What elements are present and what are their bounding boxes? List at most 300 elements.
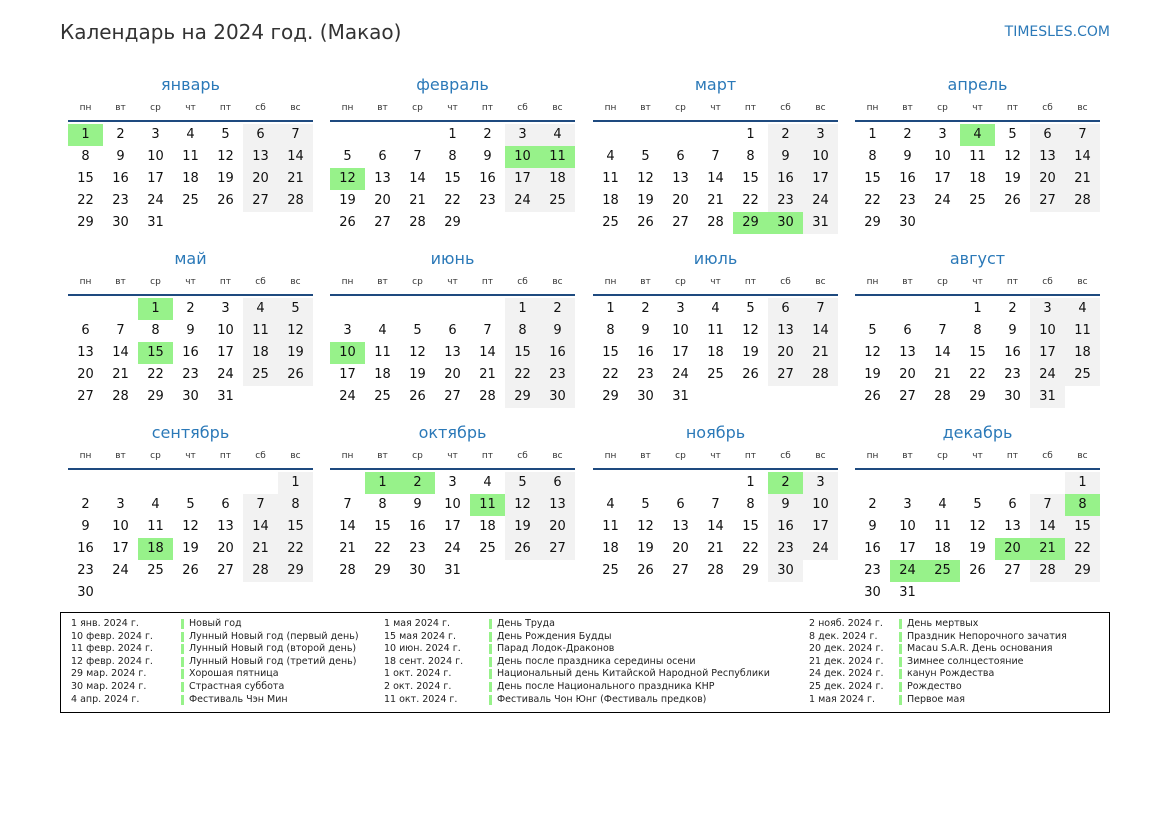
day-cell[interactable]: 28: [934, 389, 951, 404]
day-cell[interactable]: 25: [479, 541, 496, 556]
day-cell[interactable]: 3: [151, 127, 160, 142]
day-cell[interactable]: 15: [864, 171, 881, 186]
day-cell[interactable]: 29: [969, 389, 986, 404]
day-cell[interactable]: 28: [1065, 190, 1100, 212]
day-cell[interactable]: 25: [602, 563, 619, 578]
day-cell[interactable]: 22: [505, 364, 540, 386]
day-cell[interactable]: 19: [637, 193, 654, 208]
day-cell[interactable]: 26: [742, 367, 759, 382]
day-cell[interactable]: 14: [278, 146, 313, 168]
holiday-day-cell[interactable]: 12: [330, 168, 365, 190]
day-cell[interactable]: 15: [505, 342, 540, 364]
day-cell[interactable]: 16: [540, 342, 575, 364]
day-cell[interactable]: 21: [934, 367, 951, 382]
day-cell[interactable]: 24: [1030, 364, 1065, 386]
day-cell[interactable]: 1: [448, 127, 457, 142]
day-cell[interactable]: 27: [540, 538, 575, 560]
day-cell[interactable]: 17: [217, 345, 234, 360]
day-cell[interactable]: 29: [147, 389, 164, 404]
day-cell[interactable]: 24: [934, 193, 951, 208]
day-cell[interactable]: 26: [217, 193, 234, 208]
day-cell[interactable]: 3: [803, 124, 838, 146]
day-cell[interactable]: 28: [339, 563, 356, 578]
day-cell[interactable]: 31: [1030, 386, 1065, 408]
day-cell[interactable]: 27: [77, 389, 94, 404]
day-cell[interactable]: 25: [707, 367, 724, 382]
day-cell[interactable]: 14: [803, 320, 838, 342]
day-cell[interactable]: 7: [938, 323, 947, 338]
day-cell[interactable]: 7: [1065, 124, 1100, 146]
day-cell[interactable]: 4: [186, 127, 195, 142]
day-cell[interactable]: 5: [221, 127, 230, 142]
day-cell[interactable]: 24: [339, 389, 356, 404]
day-cell[interactable]: 10: [112, 519, 129, 534]
day-cell[interactable]: 3: [116, 497, 125, 512]
holiday-day-cell[interactable]: 11: [540, 146, 575, 168]
day-cell[interactable]: 20: [243, 168, 278, 190]
day-cell[interactable]: 17: [1030, 342, 1065, 364]
day-cell[interactable]: 16: [899, 171, 916, 186]
day-cell[interactable]: 24: [444, 541, 461, 556]
day-cell[interactable]: 26: [339, 215, 356, 230]
day-cell[interactable]: 5: [413, 323, 422, 338]
day-cell[interactable]: 8: [505, 320, 540, 342]
day-cell[interactable]: 30: [182, 389, 199, 404]
day-cell[interactable]: 13: [540, 494, 575, 516]
day-cell[interactable]: 3: [1030, 298, 1065, 320]
day-cell[interactable]: 23: [112, 193, 129, 208]
day-cell[interactable]: 9: [768, 494, 803, 516]
day-cell[interactable]: 4: [606, 497, 615, 512]
day-cell[interactable]: 17: [803, 516, 838, 538]
day-cell[interactable]: 22: [602, 367, 619, 382]
day-cell[interactable]: 31: [672, 389, 689, 404]
day-cell[interactable]: 27: [374, 215, 391, 230]
day-cell[interactable]: 23: [768, 190, 803, 212]
day-cell[interactable]: 13: [1030, 146, 1065, 168]
holiday-day-cell[interactable]: 24: [890, 560, 925, 582]
holiday-day-cell[interactable]: 8: [1065, 494, 1100, 516]
holiday-day-cell[interactable]: 11: [470, 494, 505, 516]
day-cell[interactable]: 16: [864, 541, 881, 556]
day-cell[interactable]: 7: [711, 149, 720, 164]
day-cell[interactable]: 6: [768, 298, 803, 320]
day-cell[interactable]: 20: [768, 342, 803, 364]
day-cell[interactable]: 7: [278, 124, 313, 146]
day-cell[interactable]: 11: [243, 320, 278, 342]
day-cell[interactable]: 27: [899, 389, 916, 404]
day-cell[interactable]: 15: [742, 519, 759, 534]
day-cell[interactable]: 2: [540, 298, 575, 320]
day-cell[interactable]: 5: [641, 497, 650, 512]
day-cell[interactable]: 19: [505, 516, 540, 538]
day-cell[interactable]: 8: [151, 323, 160, 338]
day-cell[interactable]: 28: [1030, 560, 1065, 582]
day-cell[interactable]: 25: [147, 563, 164, 578]
day-cell[interactable]: 2: [116, 127, 125, 142]
day-cell[interactable]: 27: [243, 190, 278, 212]
day-cell[interactable]: 2: [868, 497, 877, 512]
day-cell[interactable]: 8: [746, 497, 755, 512]
day-cell[interactable]: 6: [676, 497, 685, 512]
holiday-day-cell[interactable]: 2: [400, 472, 435, 494]
day-cell[interactable]: 18: [602, 541, 619, 556]
day-cell[interactable]: 8: [81, 149, 90, 164]
day-cell[interactable]: 3: [343, 323, 352, 338]
day-cell[interactable]: 30: [1004, 389, 1021, 404]
day-cell[interactable]: 4: [378, 323, 387, 338]
day-cell[interactable]: 8: [868, 149, 877, 164]
day-cell[interactable]: 14: [934, 345, 951, 360]
day-cell[interactable]: 9: [540, 320, 575, 342]
day-cell[interactable]: 11: [602, 171, 619, 186]
day-cell[interactable]: 19: [969, 541, 986, 556]
day-cell[interactable]: 19: [182, 541, 199, 556]
day-cell[interactable]: 12: [182, 519, 199, 534]
day-cell[interactable]: 25: [374, 389, 391, 404]
day-cell[interactable]: 11: [147, 519, 164, 534]
day-cell[interactable]: 4: [606, 149, 615, 164]
day-cell[interactable]: 26: [969, 563, 986, 578]
day-cell[interactable]: 10: [147, 149, 164, 164]
day-cell[interactable]: 14: [1065, 146, 1100, 168]
day-cell[interactable]: 31: [899, 585, 916, 600]
day-cell[interactable]: 17: [505, 168, 540, 190]
day-cell[interactable]: 16: [112, 171, 129, 186]
day-cell[interactable]: 17: [444, 519, 461, 534]
day-cell[interactable]: 1: [973, 301, 982, 316]
holiday-day-cell[interactable]: 2: [768, 472, 803, 494]
day-cell[interactable]: 20: [217, 541, 234, 556]
day-cell[interactable]: 4: [711, 301, 720, 316]
day-cell[interactable]: 6: [903, 323, 912, 338]
day-cell[interactable]: 27: [444, 389, 461, 404]
day-cell[interactable]: 21: [479, 367, 496, 382]
day-cell[interactable]: 19: [217, 171, 234, 186]
day-cell[interactable]: 19: [637, 541, 654, 556]
day-cell[interactable]: 6: [81, 323, 90, 338]
day-cell[interactable]: 15: [742, 171, 759, 186]
day-cell[interactable]: 30: [899, 215, 916, 230]
day-cell[interactable]: 1: [746, 475, 755, 490]
day-cell[interactable]: 12: [1004, 149, 1021, 164]
day-cell[interactable]: 7: [243, 494, 278, 516]
day-cell[interactable]: 12: [969, 519, 986, 534]
day-cell[interactable]: 31: [444, 563, 461, 578]
day-cell[interactable]: 14: [112, 345, 129, 360]
day-cell[interactable]: 13: [768, 320, 803, 342]
day-cell[interactable]: 15: [278, 516, 313, 538]
day-cell[interactable]: 12: [742, 323, 759, 338]
day-cell[interactable]: 10: [444, 497, 461, 512]
day-cell[interactable]: 10: [803, 146, 838, 168]
day-cell[interactable]: 16: [77, 541, 94, 556]
day-cell[interactable]: 7: [711, 497, 720, 512]
day-cell[interactable]: 14: [243, 516, 278, 538]
day-cell[interactable]: 30: [637, 389, 654, 404]
day-cell[interactable]: 19: [409, 367, 426, 382]
day-cell[interactable]: 25: [182, 193, 199, 208]
day-cell[interactable]: 24: [505, 190, 540, 212]
day-cell[interactable]: 15: [444, 171, 461, 186]
day-cell[interactable]: 5: [186, 497, 195, 512]
day-cell[interactable]: 1: [1065, 472, 1100, 494]
day-cell[interactable]: 5: [641, 149, 650, 164]
day-cell[interactable]: 21: [409, 193, 426, 208]
day-cell[interactable]: 26: [864, 389, 881, 404]
day-cell[interactable]: 28: [707, 563, 724, 578]
day-cell[interactable]: 10: [217, 323, 234, 338]
day-cell[interactable]: 18: [969, 171, 986, 186]
day-cell[interactable]: 29: [864, 215, 881, 230]
holiday-day-cell[interactable]: 20: [995, 538, 1030, 560]
day-cell[interactable]: 7: [413, 149, 422, 164]
day-cell[interactable]: 13: [899, 345, 916, 360]
day-cell[interactable]: 3: [676, 301, 685, 316]
day-cell[interactable]: 30: [409, 563, 426, 578]
day-cell[interactable]: 1: [606, 301, 615, 316]
day-cell[interactable]: 22: [374, 541, 391, 556]
day-cell[interactable]: 11: [602, 519, 619, 534]
day-cell[interactable]: 12: [217, 149, 234, 164]
day-cell[interactable]: 15: [77, 171, 94, 186]
day-cell[interactable]: 3: [448, 475, 457, 490]
day-cell[interactable]: 26: [505, 538, 540, 560]
day-cell[interactable]: 15: [1065, 516, 1100, 538]
day-cell[interactable]: 21: [707, 193, 724, 208]
day-cell[interactable]: 18: [182, 171, 199, 186]
day-cell[interactable]: 6: [1030, 124, 1065, 146]
day-cell[interactable]: 1: [868, 127, 877, 142]
day-cell[interactable]: 10: [934, 149, 951, 164]
day-cell[interactable]: 24: [147, 193, 164, 208]
day-cell[interactable]: 28: [409, 215, 426, 230]
day-cell[interactable]: 5: [278, 298, 313, 320]
day-cell[interactable]: 14: [707, 519, 724, 534]
day-cell[interactable]: 13: [217, 519, 234, 534]
day-cell[interactable]: 10: [899, 519, 916, 534]
day-cell[interactable]: 26: [409, 389, 426, 404]
day-cell[interactable]: 5: [343, 149, 352, 164]
day-cell[interactable]: 18: [540, 168, 575, 190]
holiday-day-cell[interactable]: 30: [768, 212, 803, 234]
day-cell[interactable]: 23: [1004, 367, 1021, 382]
day-cell[interactable]: 12: [409, 345, 426, 360]
day-cell[interactable]: 15: [969, 345, 986, 360]
day-cell[interactable]: 9: [868, 519, 877, 534]
holiday-day-cell[interactable]: 21: [1030, 538, 1065, 560]
day-cell[interactable]: 21: [243, 538, 278, 560]
day-cell[interactable]: 16: [768, 168, 803, 190]
day-cell[interactable]: 23: [637, 367, 654, 382]
day-cell[interactable]: 19: [1004, 171, 1021, 186]
day-cell[interactable]: 9: [186, 323, 195, 338]
day-cell[interactable]: 8: [973, 323, 982, 338]
day-cell[interactable]: 21: [339, 541, 356, 556]
day-cell[interactable]: 20: [899, 367, 916, 382]
day-cell[interactable]: 22: [742, 541, 759, 556]
day-cell[interactable]: 31: [217, 389, 234, 404]
day-cell[interactable]: 30: [540, 386, 575, 408]
day-cell[interactable]: 5: [505, 472, 540, 494]
day-cell[interactable]: 11: [374, 345, 391, 360]
day-cell[interactable]: 22: [77, 193, 94, 208]
day-cell[interactable]: 25: [243, 364, 278, 386]
day-cell[interactable]: 1: [505, 298, 540, 320]
day-cell[interactable]: 17: [672, 345, 689, 360]
day-cell[interactable]: 28: [278, 190, 313, 212]
day-cell[interactable]: 6: [1008, 497, 1017, 512]
day-cell[interactable]: 19: [278, 342, 313, 364]
day-cell[interactable]: 9: [1008, 323, 1017, 338]
day-cell[interactable]: 9: [768, 146, 803, 168]
holiday-day-cell[interactable]: 10: [330, 342, 365, 364]
day-cell[interactable]: 23: [77, 563, 94, 578]
day-cell[interactable]: 8: [448, 149, 457, 164]
day-cell[interactable]: 2: [1008, 301, 1017, 316]
day-cell[interactable]: 30: [864, 585, 881, 600]
day-cell[interactable]: 22: [278, 538, 313, 560]
day-cell[interactable]: 20: [672, 193, 689, 208]
day-cell[interactable]: 13: [444, 345, 461, 360]
day-cell[interactable]: 22: [742, 193, 759, 208]
day-cell[interactable]: 14: [479, 345, 496, 360]
day-cell[interactable]: 3: [505, 124, 540, 146]
day-cell[interactable]: 4: [1065, 298, 1100, 320]
day-cell[interactable]: 4: [938, 497, 947, 512]
day-cell[interactable]: 15: [602, 345, 619, 360]
day-cell[interactable]: 12: [278, 320, 313, 342]
day-cell[interactable]: 6: [676, 149, 685, 164]
day-cell[interactable]: 1: [278, 472, 313, 494]
day-cell[interactable]: 27: [768, 364, 803, 386]
day-cell[interactable]: 11: [969, 149, 986, 164]
day-cell[interactable]: 30: [768, 560, 803, 582]
holiday-day-cell[interactable]: 18: [138, 538, 173, 560]
day-cell[interactable]: 27: [1030, 190, 1065, 212]
day-cell[interactable]: 2: [81, 497, 90, 512]
day-cell[interactable]: 3: [903, 497, 912, 512]
day-cell[interactable]: 4: [243, 298, 278, 320]
day-cell[interactable]: 29: [278, 560, 313, 582]
day-cell[interactable]: 24: [803, 538, 838, 560]
day-cell[interactable]: 6: [378, 149, 387, 164]
day-cell[interactable]: 9: [483, 149, 492, 164]
day-cell[interactable]: 4: [483, 475, 492, 490]
day-cell[interactable]: 8: [278, 494, 313, 516]
day-cell[interactable]: 24: [803, 190, 838, 212]
day-cell[interactable]: 22: [1065, 538, 1100, 560]
day-cell[interactable]: 13: [77, 345, 94, 360]
day-cell[interactable]: 18: [243, 342, 278, 364]
day-cell[interactable]: 25: [602, 215, 619, 230]
day-cell[interactable]: 22: [969, 367, 986, 382]
day-cell[interactable]: 17: [112, 541, 129, 556]
day-cell[interactable]: 6: [540, 472, 575, 494]
day-cell[interactable]: 8: [378, 497, 387, 512]
day-cell[interactable]: 29: [505, 386, 540, 408]
day-cell[interactable]: 12: [864, 345, 881, 360]
day-cell[interactable]: 16: [409, 519, 426, 534]
day-cell[interactable]: 3: [803, 472, 838, 494]
day-cell[interactable]: 5: [868, 323, 877, 338]
day-cell[interactable]: 15: [374, 519, 391, 534]
day-cell[interactable]: 21: [1065, 168, 1100, 190]
day-cell[interactable]: 7: [343, 497, 352, 512]
day-cell[interactable]: 11: [1065, 320, 1100, 342]
day-cell[interactable]: 18: [1065, 342, 1100, 364]
holiday-day-cell[interactable]: 25: [925, 560, 960, 582]
day-cell[interactable]: 28: [707, 215, 724, 230]
day-cell[interactable]: 18: [479, 519, 496, 534]
day-cell[interactable]: 30: [112, 215, 129, 230]
day-cell[interactable]: 19: [742, 345, 759, 360]
day-cell[interactable]: 21: [803, 342, 838, 364]
day-cell[interactable]: 14: [409, 171, 426, 186]
day-cell[interactable]: 27: [1004, 563, 1021, 578]
day-cell[interactable]: 29: [374, 563, 391, 578]
day-cell[interactable]: 2: [641, 301, 650, 316]
day-cell[interactable]: 29: [742, 563, 759, 578]
day-cell[interactable]: 17: [339, 367, 356, 382]
day-cell[interactable]: 13: [1004, 519, 1021, 534]
day-cell[interactable]: 28: [243, 560, 278, 582]
day-cell[interactable]: 13: [374, 171, 391, 186]
day-cell[interactable]: 9: [903, 149, 912, 164]
day-cell[interactable]: 6: [243, 124, 278, 146]
day-cell[interactable]: 16: [637, 345, 654, 360]
day-cell[interactable]: 19: [339, 193, 356, 208]
day-cell[interactable]: 6: [448, 323, 457, 338]
day-cell[interactable]: 4: [540, 124, 575, 146]
day-cell[interactable]: 26: [1004, 193, 1021, 208]
day-cell[interactable]: 23: [899, 193, 916, 208]
day-cell[interactable]: 10: [672, 323, 689, 338]
day-cell[interactable]: 24: [217, 367, 234, 382]
site-brand-link[interactable]: TIMESLES.COM: [1004, 24, 1110, 40]
day-cell[interactable]: 20: [1030, 168, 1065, 190]
day-cell[interactable]: 2: [768, 124, 803, 146]
day-cell[interactable]: 22: [864, 193, 881, 208]
day-cell[interactable]: 29: [77, 215, 94, 230]
day-cell[interactable]: 10: [803, 494, 838, 516]
holiday-day-cell[interactable]: 10: [505, 146, 540, 168]
day-cell[interactable]: 14: [339, 519, 356, 534]
day-cell[interactable]: 16: [768, 516, 803, 538]
day-cell[interactable]: 27: [217, 563, 234, 578]
day-cell[interactable]: 27: [672, 563, 689, 578]
day-cell[interactable]: 9: [116, 149, 125, 164]
day-cell[interactable]: 20: [672, 541, 689, 556]
day-cell[interactable]: 23: [864, 563, 881, 578]
day-cell[interactable]: 21: [112, 367, 129, 382]
day-cell[interactable]: 11: [934, 519, 951, 534]
day-cell[interactable]: 23: [540, 364, 575, 386]
day-cell[interactable]: 17: [147, 171, 164, 186]
day-cell[interactable]: 21: [707, 541, 724, 556]
day-cell[interactable]: 31: [147, 215, 164, 230]
day-cell[interactable]: 28: [112, 389, 129, 404]
day-cell[interactable]: 18: [707, 345, 724, 360]
day-cell[interactable]: 2: [483, 127, 492, 142]
day-cell[interactable]: 9: [641, 323, 650, 338]
day-cell[interactable]: 7: [483, 323, 492, 338]
day-cell[interactable]: 17: [803, 168, 838, 190]
day-cell[interactable]: 20: [540, 516, 575, 538]
day-cell[interactable]: 14: [1030, 516, 1065, 538]
day-cell[interactable]: 12: [505, 494, 540, 516]
day-cell[interactable]: 20: [374, 193, 391, 208]
